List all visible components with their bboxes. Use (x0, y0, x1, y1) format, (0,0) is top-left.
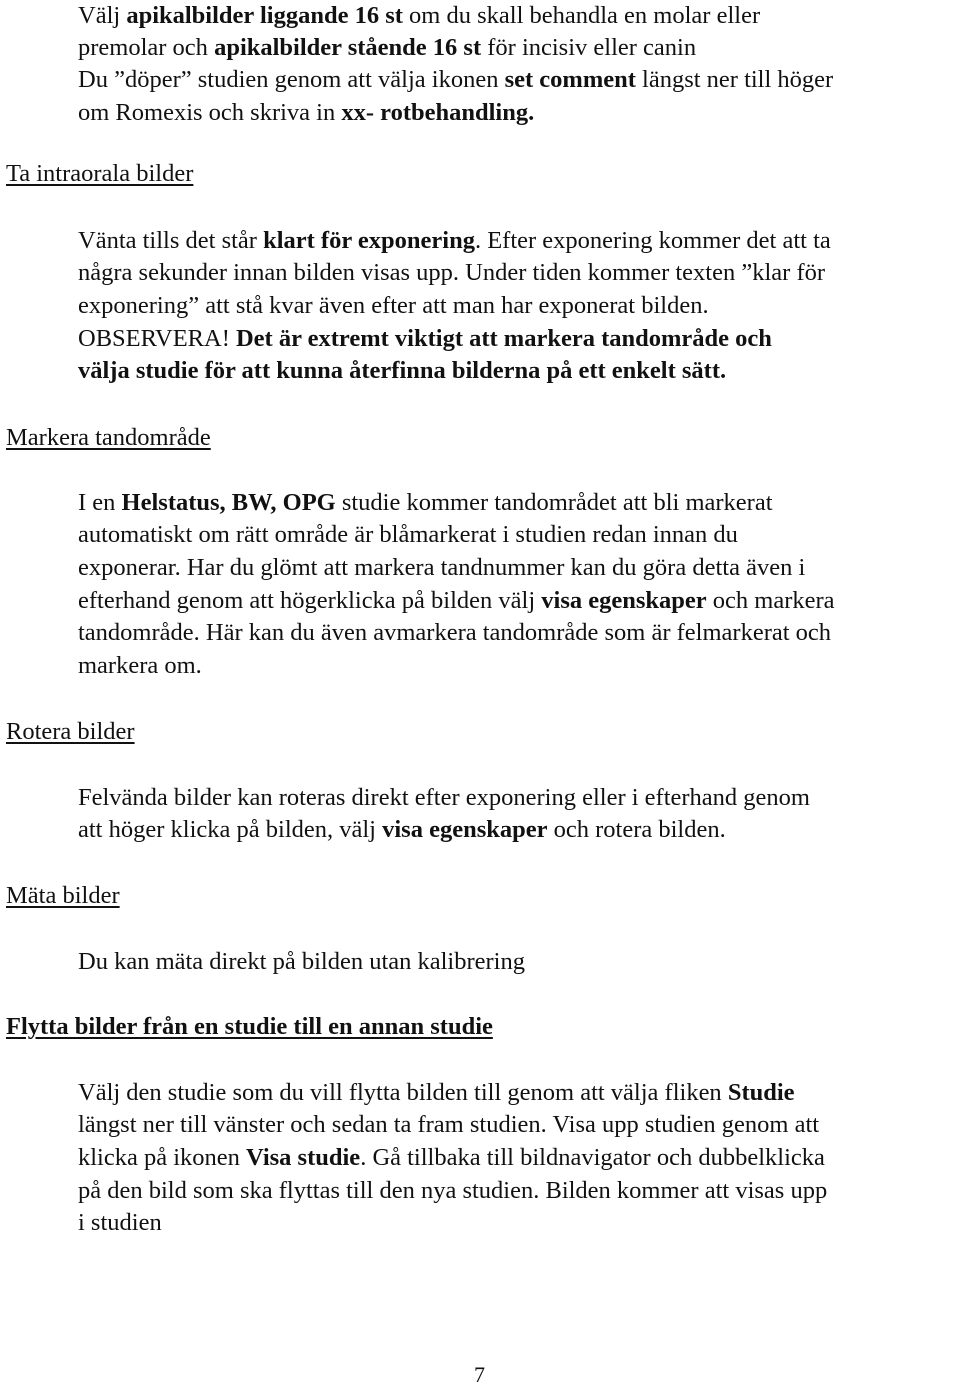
paragraph-line: längst ner till vänster och sedan ta fram studien. Visa upp studien genom att (78, 1111, 820, 1138)
paragraph-line: Felvända bilder kan roteras direkt efter exponering eller i efterhand genom (78, 784, 810, 811)
paragraph-line: markera om. (78, 652, 202, 679)
section-heading-intraorala: Ta intraorala bilder (6, 160, 194, 187)
paragraph-line: några sekunder innan bilden visas upp. Under tiden kommer texten ”klar för (78, 259, 826, 286)
paragraph-line: tandområde. Här kan du även avmarkera tandområde som är felmarkerat och (78, 619, 832, 646)
paragraph-line: Du kan mäta direkt på bilden utan kalibrering (78, 948, 525, 975)
paragraph-line: exponering” att stå kvar även efter att man har exponerat bilden. (78, 292, 709, 319)
section-heading-markera: Markera tandområde (6, 424, 211, 451)
paragraph-line: på den bild som ska flyttas till den nya studien. Bilden kommer att visas upp (78, 1177, 828, 1204)
paragraph-line: Välj den studie som du vill flytta bilden till genom att välja fliken Studie (78, 1079, 795, 1106)
paragraph-line: klicka på ikonen Visa studie. Gå tillbaka till bildnavigator och dubbelklicka (78, 1144, 825, 1171)
paragraph-line: att höger klicka på bilden, välj visa egenskaper och rotera bilden. (78, 816, 726, 843)
paragraph-line: Vänta tills det står klart för exponering. Efter exponering kommer det att ta (78, 227, 831, 254)
paragraph-line: efterhand genom att högerklicka på bilden välj visa egenskaper och markera (78, 587, 835, 614)
intro-line-2: premolar och apikalbilder stående 16 st för incisiv eller canin (78, 34, 697, 61)
paragraph-line: automatiskt om rätt område är blåmarkerat i studien redan innan du (78, 521, 738, 548)
paragraph-line: I en Helstatus, BW, OPG studie kommer tandområdet att bli markerat (78, 489, 773, 516)
paragraph-line-warning: OBSERVERA! Det är extremt viktigt att markera tandområde och (78, 325, 772, 352)
section-heading-flytta: Flytta bilder från en studie till en annan studie (6, 1013, 493, 1040)
paragraph-line: i studien (78, 1209, 162, 1236)
intro-line-1: Välj apikalbilder liggande 16 st om du skall behandla en molar eller (78, 2, 761, 29)
intro-line-4: om Romexis och skriva in xx- rotbehandling. (78, 99, 535, 126)
page-number: 7 (474, 1362, 485, 1387)
paragraph-line: exponerar. Har du glömt att markera tandnummer kan du göra detta även i (78, 554, 806, 581)
paragraph-line-warning: välja studie för att kunna återfinna bilderna på ett enkelt sätt. (78, 357, 727, 384)
intro-line-3: Du ”döper” studien genom att välja ikonen set comment längst ner till höger (78, 66, 834, 93)
section-heading-mata: Mäta bilder (6, 882, 120, 909)
section-heading-rotera: Rotera bilder (6, 718, 135, 745)
